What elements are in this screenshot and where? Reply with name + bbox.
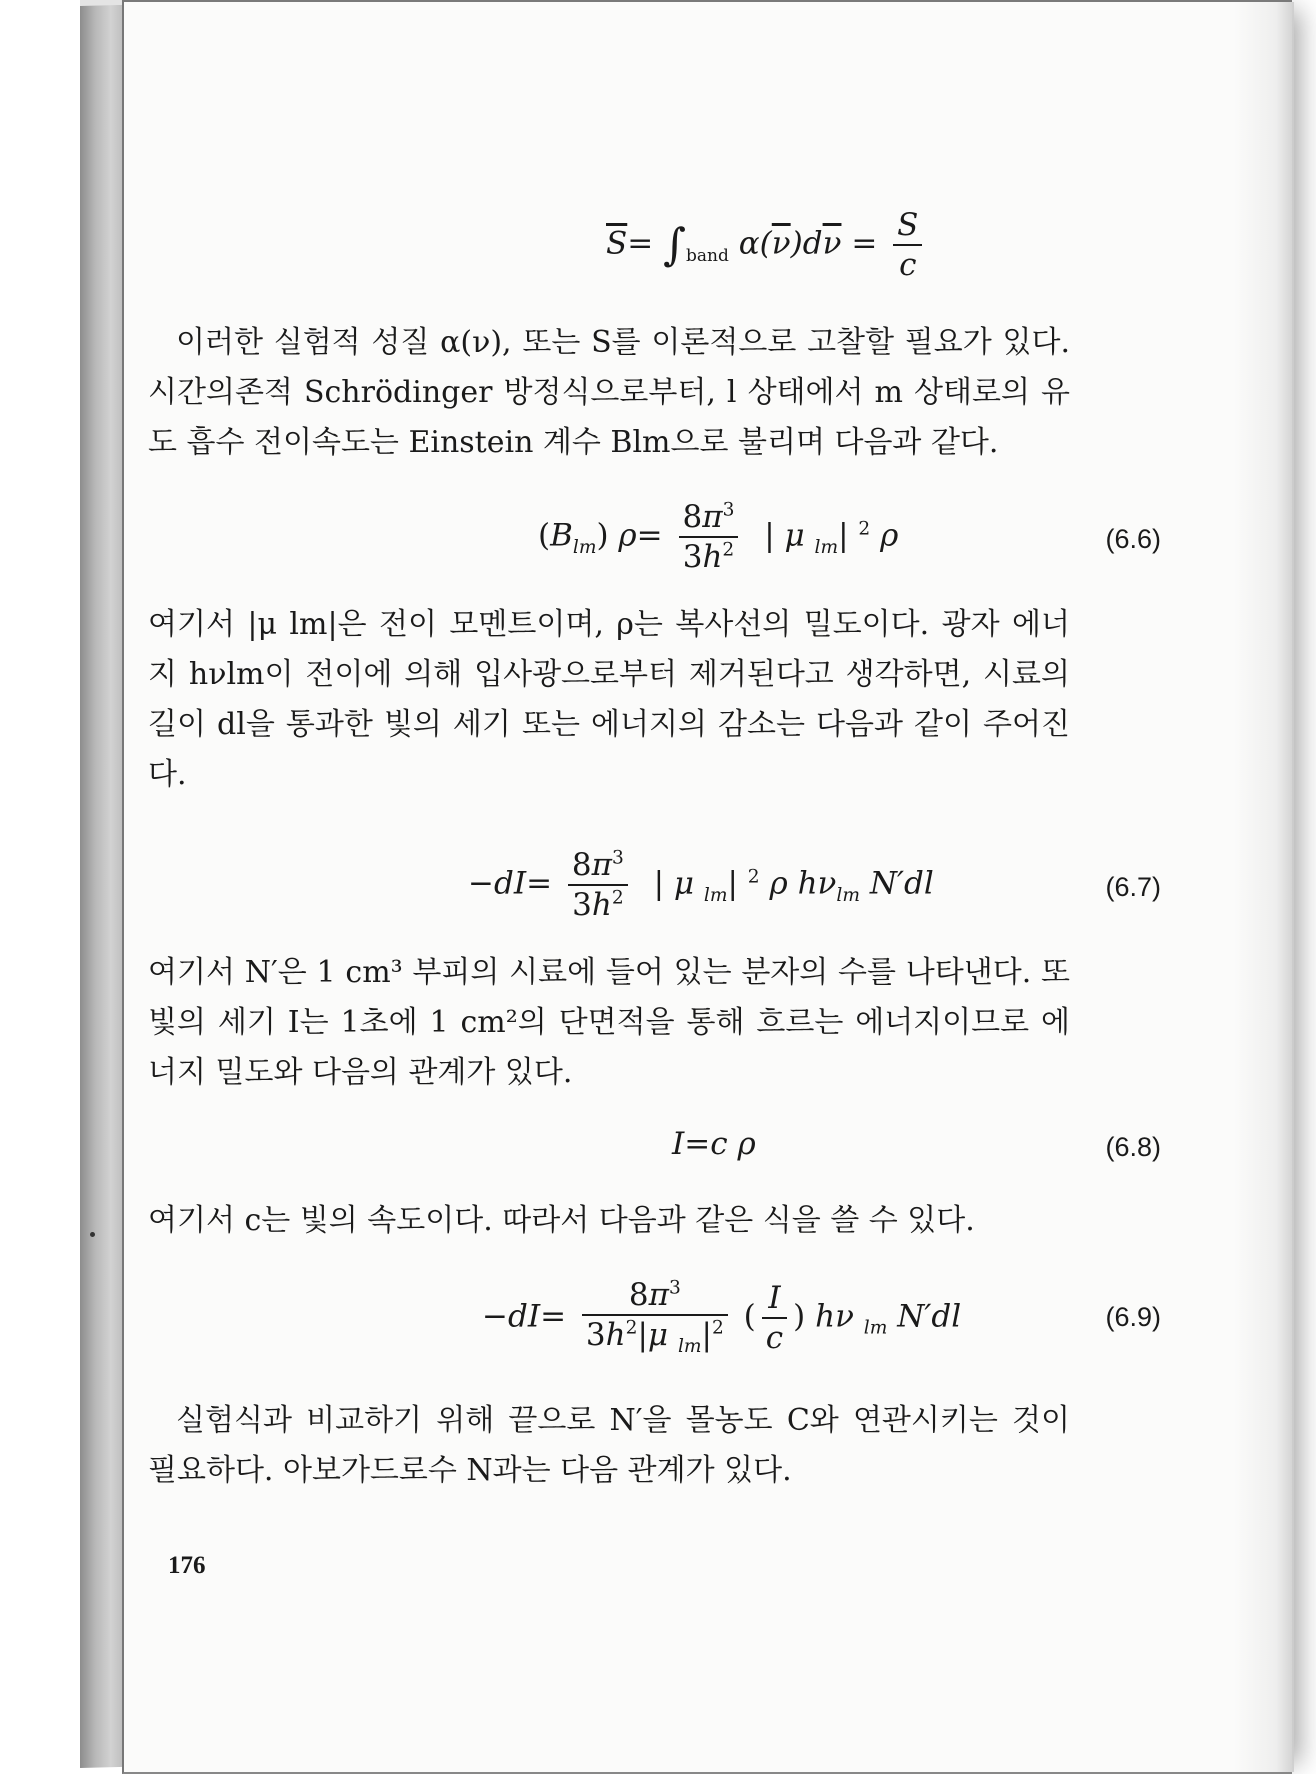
equation-number-6-9: (6.9) xyxy=(1105,1302,1161,1332)
equation-6-7: −dI= $\frac{8\pi^3}{3h^2}$ | μ $_{lm}$| $^2$ ρ $h\nu_{lm}$ N′dl xyxy=(468,847,934,924)
equation-6-8: I=c ρ xyxy=(672,1126,756,1162)
paragraph-4-text: 여기서 c는 빛의 속도이다. 따라서 다음과 같은 식을 쓸 수 있다. xyxy=(148,1203,975,1238)
speck-mark xyxy=(90,1232,95,1237)
equation-6-6: $(B_{lm})$ ρ= $\frac{8\pi^3}{3h^2}$ | μ $_{lm}$| $^2$ ρ xyxy=(538,499,899,576)
paragraph-5 xyxy=(148,1396,1070,1496)
paragraph-2 xyxy=(148,600,1070,800)
equation-number-6-6: (6.6) xyxy=(1105,524,1161,554)
paragraph-1 xyxy=(148,318,1070,468)
paragraph-3-text: 여기서 N′은 1 cm³ 부피의 시료에 들어 있는 분자의 수를 나타낸다. 또 빛의 세기 I는 1초에 1 cm²의 단면적을 통해 흐르는 에너지이므로 에너지 밀도와 다음의 관계가 있다. xyxy=(148,955,1070,1090)
paragraph-3 xyxy=(148,948,1070,1098)
page-number: 176 xyxy=(168,1552,206,1579)
paragraph-4 xyxy=(148,1196,1070,1246)
equation-number-6-8: (6.8) xyxy=(1105,1132,1161,1162)
paragraph-2-text: 여기서 |μ lm|은 전이 모멘트이며, ρ는 복사선의 밀도이다. 광자 에너지 hνlm이 전이에 의해 입사광으로부터 제거된다고 생각하면, 시료의 길이 dl을 통과한 빛의 세기 또는 에너지의 감소는 다음과 같이 주어진다. xyxy=(148,607,1070,792)
paragraph-1-text: 이러한 실험적 성질 α(ν), 또는 S를 이론적으로 고찰할 필요가 있다. 시간의존적 Schrödinger 방정식으로부터, l 상태에서 m 상태로의 유도 흡수 전이속도는 Einstein 계수 Blm으로 불리며 다음과 같다. xyxy=(148,325,1070,460)
equation-6-9: −dI= $\frac{8\pi^3}{3h^2|\mu _{lm}|^2}$ ( $\frac{I}{c}$ ) hν $_{lm}$ N′dl xyxy=(482,1277,962,1358)
equation-number-6-7: (6.7) xyxy=(1105,872,1161,902)
equation-band-integral: $\overline{S}= \int_{band}$ $\alpha(\overline{\nu})d\overline{\nu}$ = $\frac{S}{c}$ xyxy=(606,208,928,282)
paragraph-5-text: 실험식과 비교하기 위해 끝으로 N′을 몰농도 C와 연관시키는 것이 필요하다. 아보가드로수 N과는 다음 관계가 있다. xyxy=(148,1403,1070,1488)
